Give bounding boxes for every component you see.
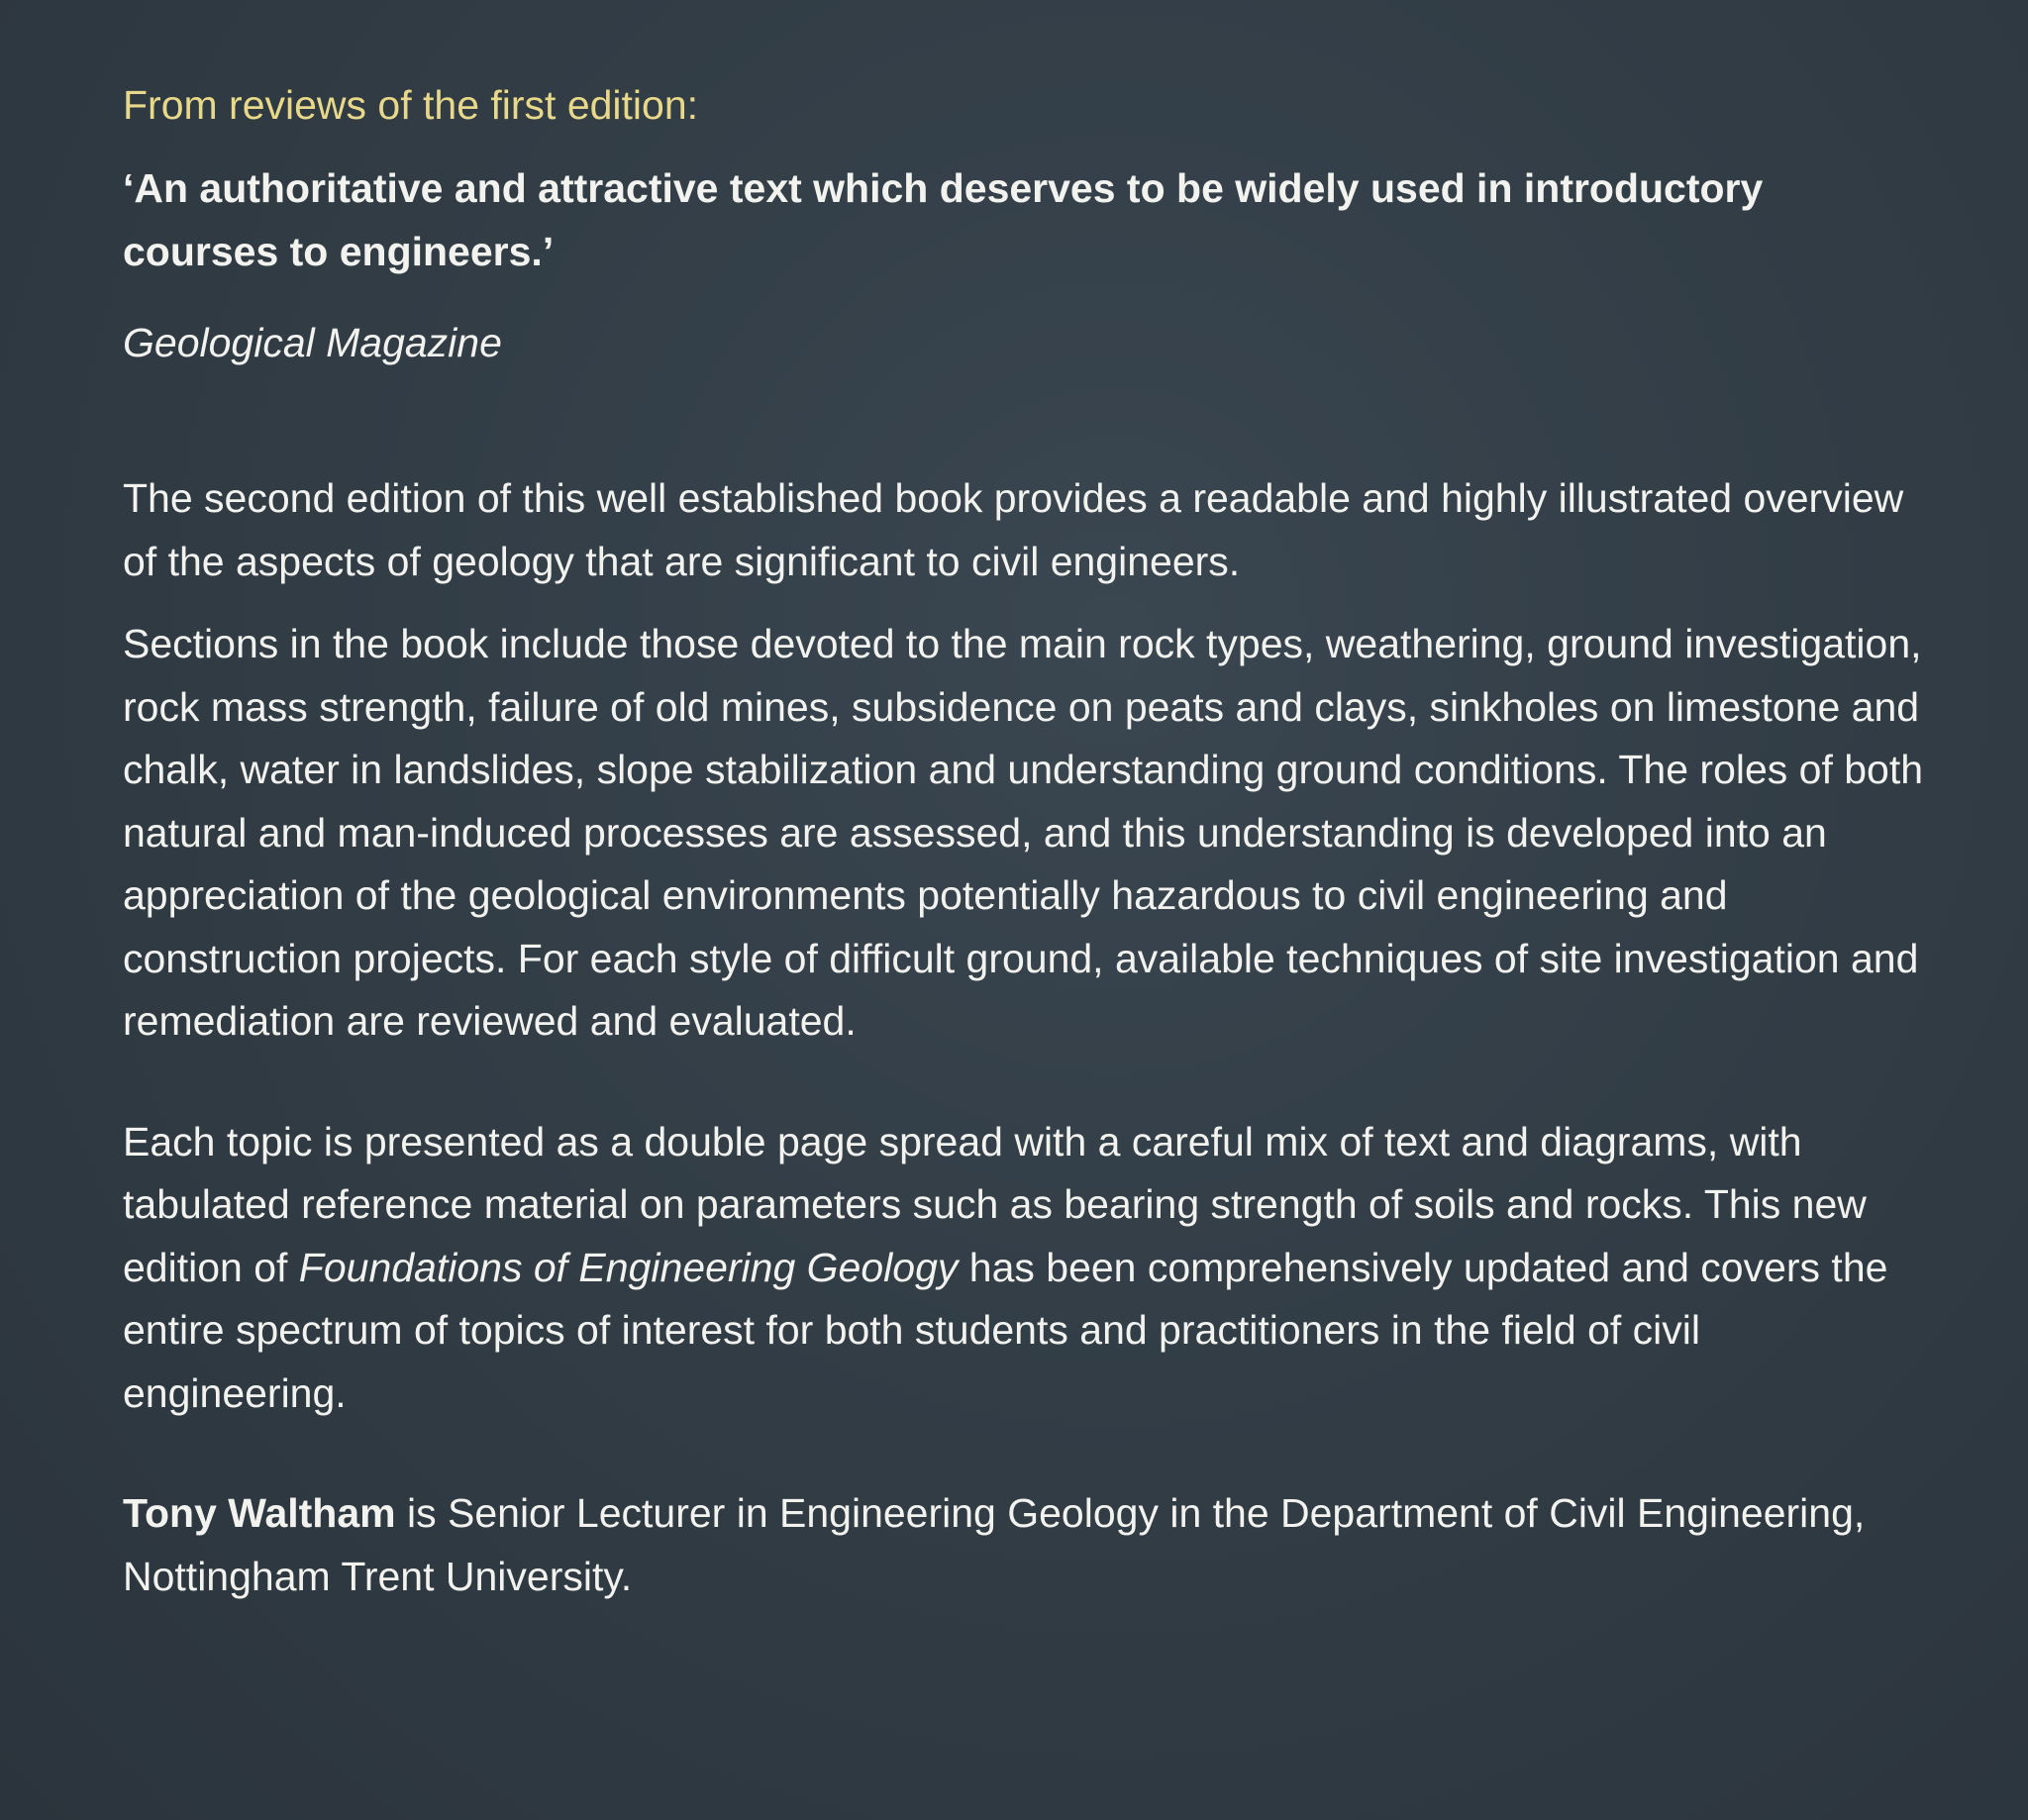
author-name: Tony Waltham — [123, 1490, 396, 1536]
review-heading: From reviews of the first edition: — [123, 82, 699, 128]
review-source: Geological Magazine — [123, 320, 502, 365]
review-quote: ‘An authoritative and attractive text which deserves to be widely used in introductory courses to engineers.’ — [123, 165, 1764, 274]
description-paragraph-3 — [123, 1111, 1925, 1426]
description-paragraph-1: The second edition of this well established book provides a readable and highly illustrated overview of the aspects of geology that are significant to civil engineers. — [123, 475, 1904, 584]
author-bio-text: is Senior Lecturer in Engineering Geology in the Department of Civil Engineering, Nottingham Trent University. — [123, 1490, 1866, 1599]
book-title: Foundations of Engineering Geology — [298, 1244, 959, 1290]
paragraph-3-start: Each topic is presented as a double page spread with a careful mix of text and diagrams, with tabulated reference material on parameters such as bearing strength of soils and rocks. This new edition of — [123, 1118, 1867, 1290]
cover-text — [123, 79, 1925, 1608]
author-bio — [123, 1482, 1925, 1608]
paragraph-3-end: has been comprehensively updated and covers the entire spectrum of topics of interest for both students and practitioners in the field of civil engineering. — [123, 1244, 1888, 1416]
description-paragraph-2: Sections in the book include those devoted to the main rock types, weathering, ground investigation, rock mass strength, failure of old mines, subsidence on peats and clays, sinkholes on limestone and chalk, water in landslides, slope stabilization and understanding ground conditions. The roles of both natural and man-induced processes are assessed, and this understanding is developed into an appreciation of the geological environments potentially hazardous to civil engineering and construction projects. For each style of difficult ground, available techniques of site investigation and remediation are reviewed and evaluated. — [123, 621, 1924, 1044]
